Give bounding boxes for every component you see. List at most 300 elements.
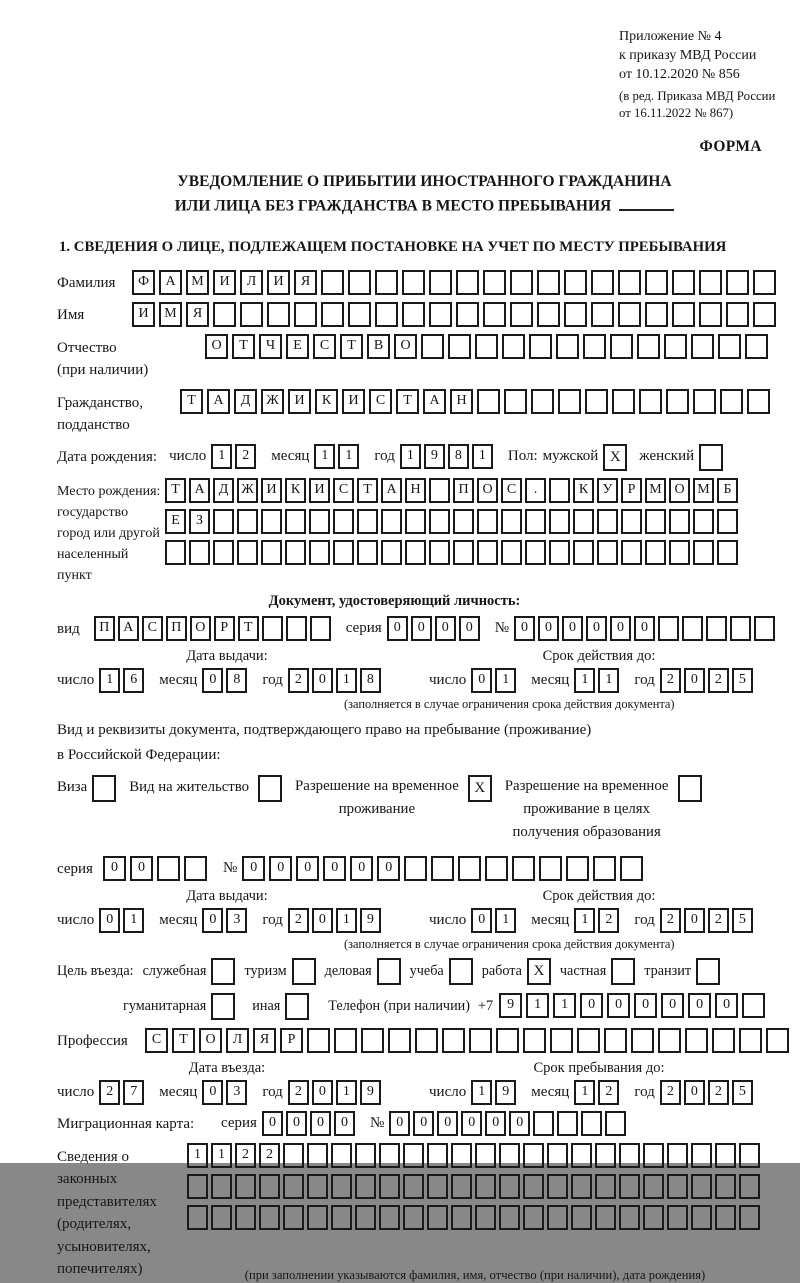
char-box[interactable] — [753, 270, 776, 295]
char-box[interactable] — [591, 302, 614, 327]
char-box[interactable] — [595, 1205, 616, 1230]
char-box[interactable] — [310, 616, 331, 641]
char-box[interactable] — [429, 540, 450, 565]
char-box[interactable]: 1 — [336, 668, 357, 693]
char-box[interactable] — [331, 1205, 352, 1230]
char-box[interactable]: 2 — [708, 668, 729, 693]
char-box[interactable] — [261, 540, 282, 565]
char-box[interactable] — [529, 334, 552, 359]
char-box[interactable]: 0 — [296, 856, 319, 881]
char-box[interactable] — [285, 540, 306, 565]
char-box[interactable] — [501, 509, 522, 534]
char-box[interactable] — [448, 334, 471, 359]
char-box[interactable]: 1 — [336, 1080, 357, 1105]
char-box[interactable]: Л — [226, 1028, 249, 1053]
char-box[interactable] — [726, 270, 749, 295]
char-box[interactable]: 5 — [732, 908, 753, 933]
char-box[interactable]: 5 — [732, 1080, 753, 1105]
char-box[interactable]: Ж — [261, 389, 284, 414]
char-box[interactable] — [213, 509, 234, 534]
char-box[interactable]: 0 — [435, 616, 456, 641]
char-box[interactable] — [267, 302, 290, 327]
char-box[interactable] — [664, 334, 687, 359]
purpose-other-checkbox[interactable] — [285, 993, 309, 1020]
char-box[interactable] — [502, 334, 525, 359]
char-box[interactable]: 2 — [288, 1080, 309, 1105]
char-box[interactable]: 0 — [377, 856, 400, 881]
char-box[interactable]: 0 — [312, 908, 333, 933]
char-box[interactable] — [619, 1143, 640, 1168]
char-box[interactable] — [666, 389, 689, 414]
char-box[interactable] — [618, 302, 641, 327]
char-box[interactable] — [691, 1174, 712, 1199]
char-box[interactable] — [458, 856, 481, 881]
char-box[interactable]: 2 — [99, 1080, 120, 1105]
char-box[interactable]: Р — [214, 616, 235, 641]
char-box[interactable]: 1 — [526, 993, 549, 1018]
char-box[interactable]: Ф — [132, 270, 155, 295]
char-box[interactable] — [717, 509, 738, 534]
char-box[interactable]: 2 — [288, 668, 309, 693]
char-box[interactable]: Д — [213, 478, 234, 503]
char-box[interactable] — [184, 856, 207, 881]
char-box[interactable]: Е — [286, 334, 309, 359]
char-box[interactable] — [187, 1174, 208, 1199]
char-box[interactable]: О — [669, 478, 690, 503]
char-box[interactable] — [643, 1174, 664, 1199]
char-box[interactable] — [691, 334, 714, 359]
char-box[interactable]: 0 — [103, 856, 126, 881]
char-box[interactable] — [685, 1028, 708, 1053]
char-box[interactable] — [309, 509, 330, 534]
char-box[interactable] — [403, 1205, 424, 1230]
char-box[interactable]: 2 — [708, 1080, 729, 1105]
char-box[interactable] — [321, 270, 344, 295]
char-box[interactable]: 0 — [471, 908, 492, 933]
char-box[interactable] — [483, 270, 506, 295]
char-box[interactable] — [421, 334, 444, 359]
residence-permit-checkbox[interactable] — [258, 775, 282, 802]
char-box[interactable]: 0 — [202, 668, 223, 693]
char-box[interactable]: 0 — [334, 1111, 355, 1136]
char-box[interactable]: 0 — [99, 908, 120, 933]
char-box[interactable] — [213, 302, 236, 327]
char-box[interactable] — [361, 1028, 384, 1053]
char-box[interactable] — [499, 1205, 520, 1230]
char-box[interactable] — [571, 1174, 592, 1199]
char-box[interactable] — [539, 856, 562, 881]
char-box[interactable] — [261, 509, 282, 534]
char-box[interactable]: Н — [405, 478, 426, 503]
char-box[interactable] — [499, 1174, 520, 1199]
char-box[interactable] — [402, 270, 425, 295]
char-box[interactable]: 9 — [360, 1080, 381, 1105]
char-box[interactable]: 0 — [684, 668, 705, 693]
char-box[interactable]: 0 — [562, 616, 583, 641]
char-box[interactable] — [558, 389, 581, 414]
purpose-official-checkbox[interactable] — [211, 958, 235, 985]
char-box[interactable]: Л — [240, 270, 263, 295]
char-box[interactable] — [321, 302, 344, 327]
char-box[interactable]: С — [369, 389, 392, 414]
char-box[interactable] — [237, 540, 258, 565]
char-box[interactable] — [348, 270, 371, 295]
char-box[interactable] — [475, 334, 498, 359]
purpose-transit-checkbox[interactable] — [696, 958, 720, 985]
char-box[interactable]: И — [132, 302, 155, 327]
char-box[interactable] — [456, 302, 479, 327]
char-box[interactable]: О — [199, 1028, 222, 1053]
char-box[interactable]: 1 — [99, 668, 120, 693]
char-box[interactable]: 0 — [323, 856, 346, 881]
char-box[interactable] — [388, 1028, 411, 1053]
char-box[interactable] — [379, 1174, 400, 1199]
char-box[interactable] — [348, 302, 371, 327]
char-box[interactable]: 1 — [598, 668, 619, 693]
char-box[interactable] — [549, 509, 570, 534]
char-box[interactable] — [375, 302, 398, 327]
char-box[interactable]: 0 — [514, 616, 535, 641]
char-box[interactable]: 0 — [661, 993, 684, 1018]
char-box[interactable]: 2 — [660, 1080, 681, 1105]
char-box[interactable] — [619, 1174, 640, 1199]
char-box[interactable] — [262, 616, 283, 641]
visa-checkbox[interactable] — [92, 775, 116, 802]
char-box[interactable] — [604, 1028, 627, 1053]
char-box[interactable]: 1 — [400, 444, 421, 469]
char-box[interactable]: 2 — [708, 908, 729, 933]
char-box[interactable] — [549, 540, 570, 565]
char-box[interactable] — [658, 616, 679, 641]
char-box[interactable] — [451, 1143, 472, 1168]
char-box[interactable] — [475, 1174, 496, 1199]
purpose-humanitarian-checkbox[interactable] — [211, 993, 235, 1020]
char-box[interactable]: 0 — [202, 908, 223, 933]
char-box[interactable]: А — [423, 389, 446, 414]
char-box[interactable] — [564, 302, 587, 327]
char-box[interactable]: В — [367, 334, 390, 359]
char-box[interactable]: 3 — [226, 1080, 247, 1105]
char-box[interactable] — [504, 389, 527, 414]
char-box[interactable]: И — [288, 389, 311, 414]
char-box[interactable]: 0 — [688, 993, 711, 1018]
char-box[interactable] — [496, 1028, 519, 1053]
char-box[interactable]: С — [313, 334, 336, 359]
char-box[interactable]: 1 — [336, 908, 357, 933]
char-box[interactable]: С — [145, 1028, 168, 1053]
purpose-tourism-checkbox[interactable] — [292, 958, 316, 985]
char-box[interactable] — [477, 509, 498, 534]
char-box[interactable] — [403, 1174, 424, 1199]
char-box[interactable] — [645, 270, 668, 295]
char-box[interactable] — [730, 616, 751, 641]
char-box[interactable]: 9 — [499, 993, 522, 1018]
char-box[interactable] — [165, 540, 186, 565]
char-box[interactable]: О — [477, 478, 498, 503]
char-box[interactable]: 1 — [123, 908, 144, 933]
char-box[interactable]: А — [159, 270, 182, 295]
char-box[interactable] — [566, 856, 589, 881]
char-box[interactable]: Ч — [259, 334, 282, 359]
char-box[interactable] — [477, 540, 498, 565]
char-box[interactable] — [475, 1205, 496, 1230]
char-box[interactable]: 0 — [634, 616, 655, 641]
char-box[interactable] — [645, 540, 666, 565]
char-box[interactable] — [672, 302, 695, 327]
char-box[interactable] — [333, 509, 354, 534]
char-box[interactable] — [453, 540, 474, 565]
char-box[interactable] — [637, 334, 660, 359]
char-box[interactable]: 0 — [202, 1080, 223, 1105]
char-box[interactable]: Т — [180, 389, 203, 414]
char-box[interactable] — [547, 1174, 568, 1199]
char-box[interactable]: 0 — [262, 1111, 283, 1136]
char-box[interactable]: К — [285, 478, 306, 503]
char-box[interactable]: 1 — [495, 668, 516, 693]
char-box[interactable]: С — [333, 478, 354, 503]
char-box[interactable] — [715, 1174, 736, 1199]
char-box[interactable] — [510, 302, 533, 327]
char-box[interactable] — [501, 540, 522, 565]
char-box[interactable]: 2 — [660, 668, 681, 693]
char-box[interactable] — [669, 509, 690, 534]
char-box[interactable]: 1 — [211, 444, 232, 469]
char-box[interactable]: М — [186, 270, 209, 295]
char-box[interactable]: 0 — [130, 856, 153, 881]
char-box[interactable]: У — [597, 478, 618, 503]
char-box[interactable] — [381, 540, 402, 565]
char-box[interactable] — [667, 1143, 688, 1168]
char-box[interactable]: И — [309, 478, 330, 503]
char-box[interactable]: 1 — [574, 1080, 595, 1105]
char-box[interactable] — [533, 1111, 554, 1136]
char-box[interactable] — [585, 389, 608, 414]
char-box[interactable] — [618, 270, 641, 295]
char-box[interactable] — [523, 1174, 544, 1199]
char-box[interactable]: 0 — [538, 616, 559, 641]
char-box[interactable] — [753, 302, 776, 327]
char-box[interactable] — [510, 270, 533, 295]
char-box[interactable] — [747, 389, 770, 414]
char-box[interactable] — [577, 1028, 600, 1053]
char-box[interactable]: 2 — [598, 908, 619, 933]
char-box[interactable]: 1 — [472, 444, 493, 469]
char-box[interactable] — [405, 509, 426, 534]
char-box[interactable] — [403, 1143, 424, 1168]
char-box[interactable] — [557, 1111, 578, 1136]
char-box[interactable] — [379, 1143, 400, 1168]
char-box[interactable]: 3 — [226, 908, 247, 933]
char-box[interactable] — [211, 1174, 232, 1199]
char-box[interactable] — [475, 1143, 496, 1168]
char-box[interactable] — [699, 270, 722, 295]
char-box[interactable]: М — [645, 478, 666, 503]
char-box[interactable] — [571, 1143, 592, 1168]
char-box[interactable]: 1 — [574, 908, 595, 933]
char-box[interactable] — [631, 1028, 654, 1053]
char-box[interactable]: 2 — [235, 444, 256, 469]
char-box[interactable] — [525, 540, 546, 565]
char-box[interactable] — [157, 856, 180, 881]
char-box[interactable] — [537, 302, 560, 327]
char-box[interactable] — [211, 1205, 232, 1230]
char-box[interactable]: Б — [717, 478, 738, 503]
char-box[interactable] — [645, 302, 668, 327]
char-box[interactable]: 0 — [411, 616, 432, 641]
char-box[interactable]: 0 — [607, 993, 630, 1018]
char-box[interactable]: А — [381, 478, 402, 503]
char-box[interactable] — [669, 540, 690, 565]
char-box[interactable]: 0 — [437, 1111, 458, 1136]
char-box[interactable]: О — [205, 334, 228, 359]
char-box[interactable] — [355, 1143, 376, 1168]
char-box[interactable] — [307, 1143, 328, 1168]
char-box[interactable] — [621, 540, 642, 565]
char-box[interactable]: Т — [340, 334, 363, 359]
char-box[interactable] — [550, 1028, 573, 1053]
char-box[interactable]: 6 — [123, 668, 144, 693]
char-box[interactable] — [621, 509, 642, 534]
char-box[interactable] — [726, 302, 749, 327]
char-box[interactable]: С — [142, 616, 163, 641]
char-box[interactable] — [429, 509, 450, 534]
char-box[interactable] — [537, 270, 560, 295]
char-box[interactable] — [294, 302, 317, 327]
char-box[interactable] — [739, 1174, 760, 1199]
char-box[interactable] — [477, 389, 500, 414]
char-box[interactable] — [307, 1205, 328, 1230]
char-box[interactable] — [431, 856, 454, 881]
char-box[interactable] — [597, 509, 618, 534]
char-box[interactable] — [667, 1205, 688, 1230]
char-box[interactable] — [720, 389, 743, 414]
char-box[interactable]: 0 — [286, 1111, 307, 1136]
char-box[interactable] — [283, 1174, 304, 1199]
char-box[interactable]: 8 — [226, 668, 247, 693]
temp-residence-checkbox[interactable]: X — [468, 775, 492, 802]
char-box[interactable]: Д — [234, 389, 257, 414]
char-box[interactable]: О — [394, 334, 417, 359]
char-box[interactable] — [754, 616, 775, 641]
char-box[interactable]: Т — [238, 616, 259, 641]
char-box[interactable]: Т — [165, 478, 186, 503]
char-box[interactable] — [715, 1205, 736, 1230]
char-box[interactable]: 0 — [459, 616, 480, 641]
char-box[interactable] — [187, 1205, 208, 1230]
char-box[interactable]: Т — [396, 389, 419, 414]
char-box[interactable] — [427, 1174, 448, 1199]
char-box[interactable] — [691, 1143, 712, 1168]
char-box[interactable] — [189, 540, 210, 565]
char-box[interactable]: 0 — [634, 993, 657, 1018]
char-box[interactable]: 2 — [288, 908, 309, 933]
char-box[interactable]: 0 — [471, 668, 492, 693]
char-box[interactable] — [451, 1205, 472, 1230]
char-box[interactable] — [429, 478, 450, 503]
char-box[interactable] — [523, 1205, 544, 1230]
char-box[interactable]: Я — [253, 1028, 276, 1053]
char-box[interactable]: 0 — [461, 1111, 482, 1136]
char-box[interactable] — [283, 1143, 304, 1168]
char-box[interactable]: 2 — [259, 1143, 280, 1168]
char-box[interactable] — [355, 1174, 376, 1199]
char-box[interactable] — [309, 540, 330, 565]
char-box[interactable] — [693, 540, 714, 565]
char-box[interactable]: К — [573, 478, 594, 503]
char-box[interactable]: . — [525, 478, 546, 503]
char-box[interactable] — [523, 1028, 546, 1053]
char-box[interactable]: 0 — [610, 616, 631, 641]
char-box[interactable] — [699, 302, 722, 327]
char-box[interactable]: С — [501, 478, 522, 503]
char-box[interactable] — [237, 509, 258, 534]
char-box[interactable] — [355, 1205, 376, 1230]
char-box[interactable]: М — [693, 478, 714, 503]
char-box[interactable]: А — [189, 478, 210, 503]
char-box[interactable] — [581, 1111, 602, 1136]
char-box[interactable] — [672, 270, 695, 295]
char-box[interactable]: 1 — [187, 1143, 208, 1168]
char-box[interactable] — [259, 1174, 280, 1199]
sex-male-checkbox[interactable]: X — [603, 444, 627, 471]
char-box[interactable] — [766, 1028, 789, 1053]
temp-residence-education-checkbox[interactable] — [678, 775, 702, 802]
char-box[interactable] — [564, 270, 587, 295]
char-box[interactable] — [742, 993, 765, 1018]
char-box[interactable]: Н — [450, 389, 473, 414]
char-box[interactable] — [499, 1143, 520, 1168]
char-box[interactable] — [283, 1205, 304, 1230]
char-box[interactable] — [483, 302, 506, 327]
char-box[interactable] — [429, 302, 452, 327]
char-box[interactable]: 8 — [360, 668, 381, 693]
char-box[interactable]: 0 — [684, 908, 705, 933]
char-box[interactable]: 0 — [389, 1111, 410, 1136]
char-box[interactable]: 9 — [424, 444, 445, 469]
char-box[interactable] — [739, 1205, 760, 1230]
char-box[interactable] — [331, 1143, 352, 1168]
char-box[interactable] — [706, 616, 727, 641]
char-box[interactable]: 0 — [350, 856, 373, 881]
char-box[interactable] — [571, 1205, 592, 1230]
char-box[interactable]: Е — [165, 509, 186, 534]
char-box[interactable]: О — [190, 616, 211, 641]
char-box[interactable] — [442, 1028, 465, 1053]
char-box[interactable] — [610, 334, 633, 359]
char-box[interactable] — [307, 1028, 330, 1053]
char-box[interactable] — [213, 540, 234, 565]
char-box[interactable]: 0 — [269, 856, 292, 881]
purpose-study-checkbox[interactable] — [449, 958, 473, 985]
char-box[interactable] — [620, 856, 643, 881]
char-box[interactable] — [375, 270, 398, 295]
char-box[interactable] — [357, 540, 378, 565]
char-box[interactable] — [658, 1028, 681, 1053]
char-box[interactable]: 0 — [413, 1111, 434, 1136]
char-box[interactable]: 1 — [314, 444, 335, 469]
char-box[interactable]: П — [94, 616, 115, 641]
char-box[interactable]: 2 — [235, 1143, 256, 1168]
char-box[interactable]: 0 — [387, 616, 408, 641]
char-box[interactable]: 1 — [211, 1143, 232, 1168]
char-box[interactable] — [357, 509, 378, 534]
char-box[interactable] — [573, 540, 594, 565]
char-box[interactable] — [619, 1205, 640, 1230]
char-box[interactable] — [595, 1174, 616, 1199]
char-box[interactable] — [739, 1028, 762, 1053]
char-box[interactable]: Р — [280, 1028, 303, 1053]
char-box[interactable] — [485, 856, 508, 881]
